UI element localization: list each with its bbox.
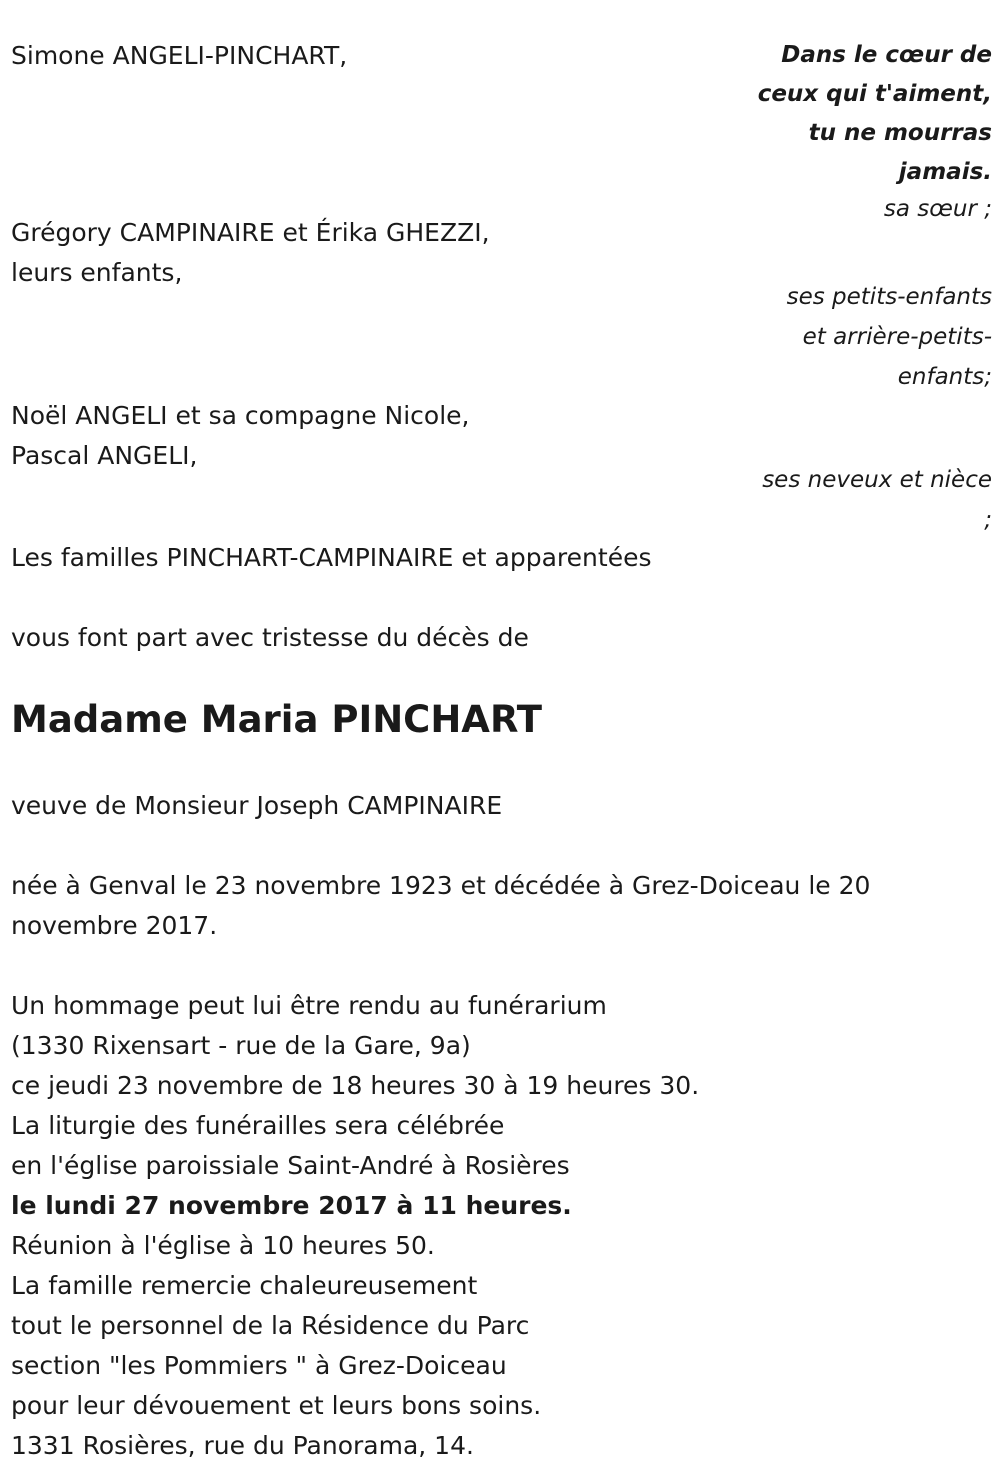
nephews-role	[762, 396, 992, 540]
details-line: en l'église paroissiale Saint-André à Rosières	[11, 1151, 570, 1180]
widow-of-line: veuve de Monsieur Joseph CAMPINAIRE	[11, 791, 503, 820]
grandchildren-role-line: et arrière-petits-	[802, 324, 992, 350]
quote-line: ceux qui t'aiment,	[757, 81, 992, 107]
quote-line: tu ne mourras	[808, 120, 992, 146]
sister-role: sa sœur ;	[883, 196, 992, 222]
quote-line: jamais.	[898, 159, 992, 185]
grandchildren-name-line: Grégory CAMPINAIRE et Érika GHEZZI,	[11, 218, 490, 247]
families-line: Les familles PINCHART-CAMPINAIRE et apparentées	[11, 543, 652, 572]
details-line: tout le personnel de la Résidence du Parc	[11, 1311, 530, 1340]
birth-death-line: née à Genval le 23 novembre 1923 et décédée à Grez-Doiceau le 20	[11, 871, 871, 900]
details-line: La liturgie des funérailles sera célébrée	[11, 1111, 505, 1140]
ceremony-details	[11, 986, 699, 1466]
announcement-line: vous font part avec tristesse du décès de	[11, 623, 529, 652]
funeral-date: le lundi 27 novembre 2017 à 11 heures.	[11, 1191, 572, 1220]
details-line: (1330 Rixensart - rue de la Gare, 9a)	[11, 1031, 471, 1060]
nephews-role-line: ses neveux et nièce	[762, 467, 992, 493]
details-line: Un hommage peut lui être rendu au funérarium	[11, 991, 607, 1020]
address-line: 1331 Rosières, rue du Panorama, 14.	[11, 1431, 474, 1460]
nephews-names	[11, 396, 470, 476]
grandchildren-names	[11, 213, 490, 293]
sister-name: Simone ANGELI-PINCHART,	[11, 41, 348, 70]
details-line: La famille remercie chaleureusement	[11, 1271, 478, 1300]
nephews-name-line: Pascal ANGELI,	[11, 441, 198, 470]
details-line: ce jeudi 23 novembre de 18 heures 30 à 19 heures 30.	[11, 1071, 700, 1100]
nephews-name-line: Noël ANGELI et sa compagne Nicole,	[11, 401, 470, 430]
grandchildren-role-line: enfants;	[897, 364, 992, 390]
details-line: section "les Pommiers " à Grez-Doiceau	[11, 1351, 507, 1380]
deceased-name: Madame Maria PINCHART	[11, 698, 543, 741]
nephews-section	[11, 396, 992, 540]
birth-death-section	[11, 866, 870, 946]
grandchildren-section	[11, 213, 992, 397]
quote-line: Dans le cœur de	[781, 42, 992, 68]
nephews-role-line: ;	[984, 507, 992, 533]
grandchildren-role-line: ses petits-enfants	[786, 284, 992, 310]
details-line: Réunion à l'église à 10 heures 50.	[11, 1231, 435, 1260]
birth-death-line: novembre 2017.	[11, 911, 218, 940]
sister-section	[11, 36, 992, 226]
grandchildren-name-line: leurs enfants,	[11, 258, 183, 287]
details-line: pour leur dévouement et leurs bons soins.	[11, 1391, 542, 1420]
sister-right-column	[758, 36, 992, 226]
grandchildren-role	[787, 213, 992, 397]
